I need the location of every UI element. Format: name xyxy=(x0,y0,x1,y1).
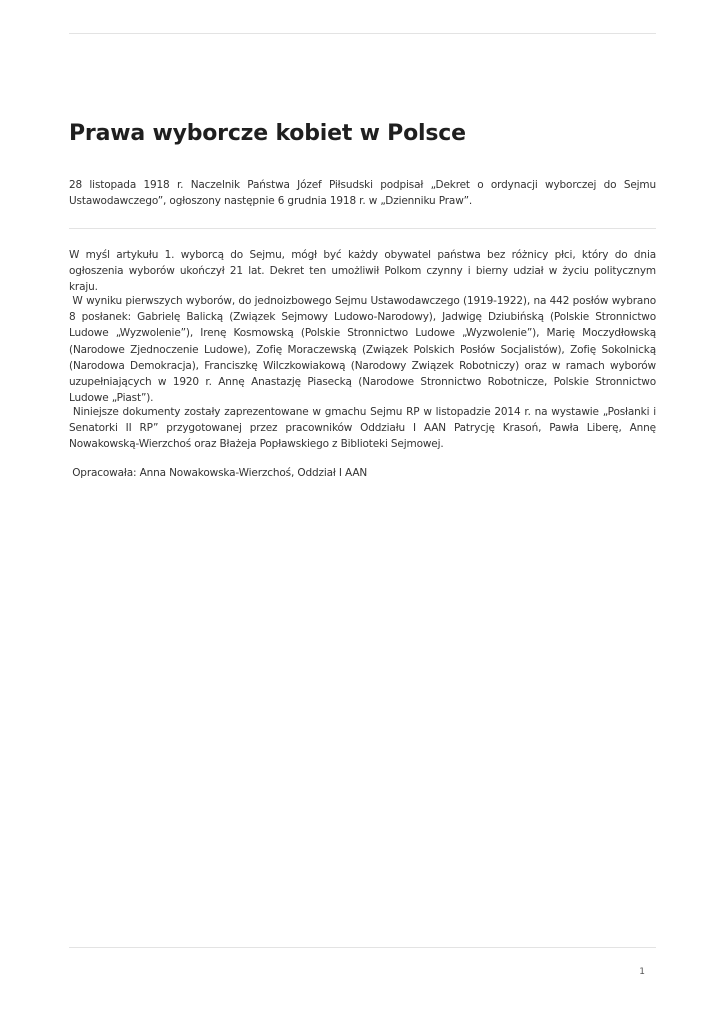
top-divider xyxy=(69,33,656,34)
body-paragraph-2: W wyniku pierwszych wyborów, do jednoizbowego Sejmu Ustawodawczego (1919-1922), na 442 posłów wybrano 8 posłanek: Gabrielę Balicką (Związek Sejmowy Ludowo-Narodowy), Jadwigę Dziubińską (Polskie Stronnictwo Ludowe „Wyzwolenie”), Irenę Kosmowską (Polskie Stronnictwo Ludowe „Wyzwolenie”), Marię Moczydłowską (Narodowe Zjednoczenie Ludowe), Zofię Moraczewską (Związek Polskich Posłów Socjalistów), Zofię Sokolnicką (Narodowa Demokracja), Franciszkę Wilczkowiakową (Narodowy Związek Robotniczy) oraz w ramach wyborów uzupełniających w 1920 r. Annę Anastazję Piasecką (Narodowe Stronnictwo Robotnicze, Polskie Stronnictwo Ludowe „Piast”). xyxy=(69,295,656,405)
footer-divider xyxy=(69,947,656,948)
body-paragraph-3: Niniejsze dokumenty zostały zaprezentowane w gmachu Sejmu RP w listopadzie 2014 r. na wystawie „Posłanki i Senatorki II RP” przygotowanej przez pracowników Oddziału I AAN Patrycję Krasoń, Pawła Liberę, Annę Nowakowską-Wierzchoś oraz Błażeja Popławskiego z Biblioteki Sejmowej. xyxy=(69,406,656,451)
page-title: Prawa wyborcze kobiet w Polsce xyxy=(69,121,466,146)
content-divider xyxy=(69,228,656,229)
page-number: 1 xyxy=(639,967,645,977)
author-credit: Opracowała: Anna Nowakowska-Wierzchoś, Oddział I AAN xyxy=(69,467,368,479)
body-paragraph-1: W myśl artykułu 1. wyborcą do Sejmu, mógł być każdy obywatel państwa bez różnicy płci, który do dnia ogłoszenia wyborów ukończył 21 lat. Dekret ten umożliwił Polkom czynny i bierny udział w życiu politycznym kraju. xyxy=(69,249,656,294)
lead-paragraph: 28 listopada 1918 r. Naczelnik Państwa Józef Piłsudski podpisał „Dekret o ordynacji wyborczej do Sejmu Ustawodawczego”, ogłoszony następnie 6 grudnia 1918 r. w „Dzienniku Praw”. xyxy=(69,179,656,208)
